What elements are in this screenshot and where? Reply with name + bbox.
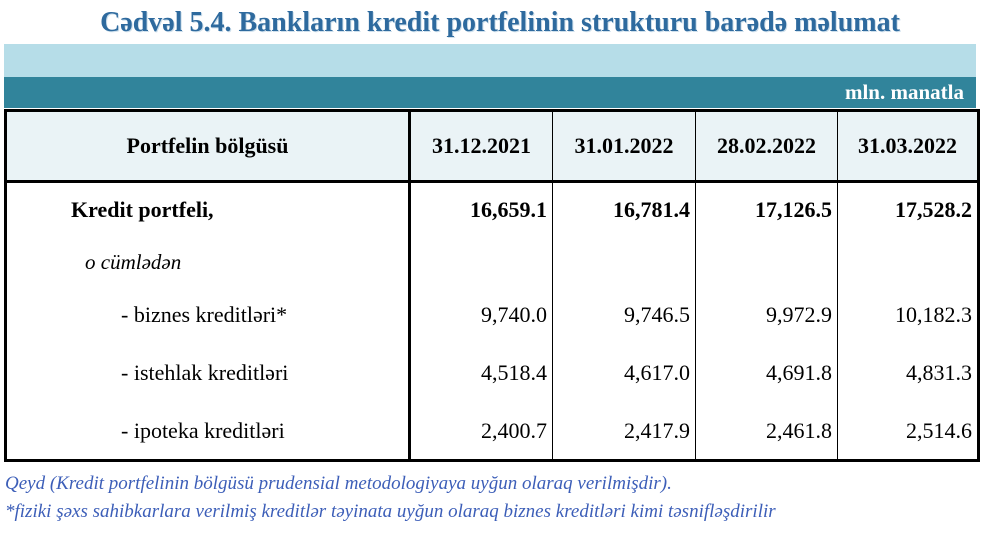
- column-header-date-1: 31.12.2021: [410, 111, 553, 182]
- header-band-light: [4, 44, 976, 77]
- cell-value: 17,528.2: [838, 182, 979, 238]
- cell-value: 17,126.5: [696, 182, 838, 238]
- table-row: [6, 288, 979, 343]
- column-header-date-2: 31.01.2022: [553, 111, 696, 182]
- cell-value: 2,417.9: [553, 403, 696, 461]
- cell-value: 4,617.0: [553, 343, 696, 403]
- cell-value: [553, 238, 696, 288]
- column-header-date-4: 31.03.2022: [838, 111, 979, 182]
- column-header-date-3: 28.02.2022: [696, 111, 838, 182]
- table-row: [6, 238, 979, 288]
- unit-label: mln. manatla: [844, 80, 964, 104]
- cell-value: 2,461.8: [696, 403, 838, 461]
- row-label: - ipoteka kreditləri: [6, 403, 410, 461]
- cell-value: 9,746.5: [553, 288, 696, 343]
- cell-value: 2,514.6: [838, 403, 979, 461]
- cell-value: [410, 238, 553, 288]
- table-row: [6, 403, 979, 461]
- cell-value: 16,781.4: [553, 182, 696, 238]
- table-header-row: [6, 111, 979, 182]
- row-label: - istehlak kreditləri: [6, 343, 410, 403]
- cell-value: 9,972.9: [696, 288, 838, 343]
- cell-value: 4,691.8: [696, 343, 838, 403]
- footnotes: [5, 470, 995, 526]
- table-row: [6, 343, 979, 403]
- row-label: o cümlədən: [6, 238, 410, 288]
- cell-value: [838, 238, 979, 288]
- row-label: - biznes kreditləri*: [6, 288, 410, 343]
- cell-value: 10,182.3: [838, 288, 979, 343]
- row-label: Kredit portfeli,: [6, 182, 410, 238]
- page-title: Cədvəl 5.4. Bankların kredit portfelinin strukturu barədə məlumat: [100, 7, 900, 38]
- cell-value: 4,831.3: [838, 343, 979, 403]
- header-band-teal: [4, 77, 976, 108]
- credit-portfolio-table: [4, 109, 977, 462]
- cell-value: 16,659.1: [410, 182, 553, 238]
- cell-value: 2,400.7: [410, 403, 553, 461]
- footnote-2: *fiziki şəxs sahibkarlara verilmiş kreditlər təyinata uyğun olaraq biznes kreditləri kimi təsnifləşdirilir: [5, 501, 776, 522]
- column-header-label: Portfelin bölgüsü: [6, 111, 410, 182]
- footnote-1: Qeyd (Kredit portfelinin bölgüsü prudensial metodologiyaya uyğun olaraq verilmişdir).: [5, 473, 672, 494]
- cell-value: 9,740.0: [410, 288, 553, 343]
- cell-value: 4,518.4: [410, 343, 553, 403]
- cell-value: [696, 238, 838, 288]
- table-row: [6, 182, 979, 238]
